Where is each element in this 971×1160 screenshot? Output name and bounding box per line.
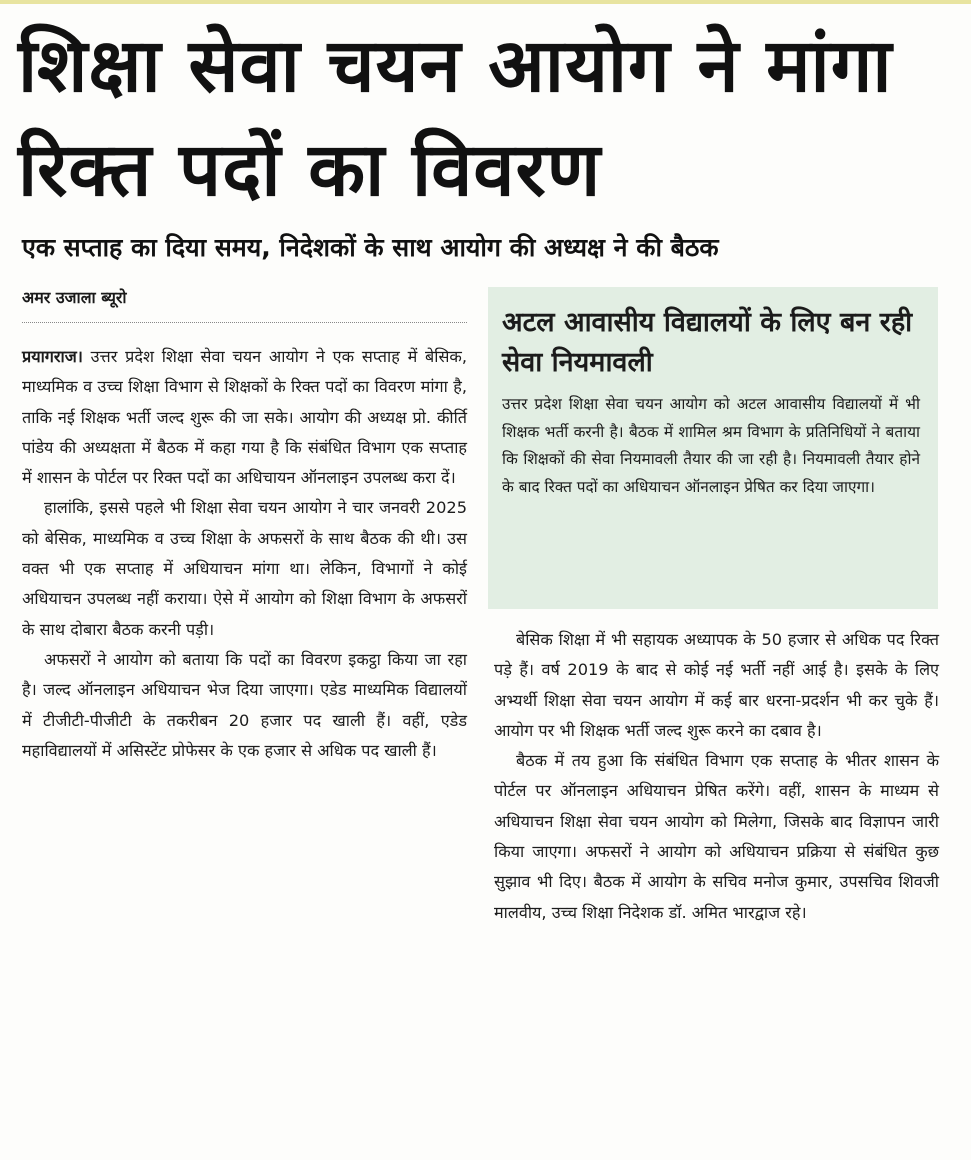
- paragraph: अफसरों ने आयोग को बताया कि पदों का विवरण इकट्ठा किया जा रहा है। जल्द ऑनलाइन अधियाचन भेज दिया जाएगा। एडेड माध्यमिक विद्यालयों में टीजीटी-पीजीटी के तकरीबन 20 हजार पद खाली हैं। वहीं, एडेड महाविद्यालयों में असिस्टेंट प्रोफेसर के एक हजार से अधिक पद खाली हैं।: [22, 649, 467, 760]
- paragraph: बैठक में तय हुआ कि संबंधित विभाग एक सप्ताह के भीतर शासन के पोर्टल पर ऑनलाइन अधियाचन प्रेषित करेंगे। वहीं, शासन के माध्यम से अधियाचन शिक्षा सेवा चयन आयोग को मिलेगा, जिसके बाद विज्ञापन जारी किया जाएगा। अफसरों ने आयोग को अधियाचन प्रक्रिया से संबंधित कुछ सुझाव भी दिए। बैठक में आयोग के सचिव मनोज कुमार, उपसचिव शिवजी मालवीय, उच्च शिक्षा निदेशक डॉ. अमित भारद्वाज रहे।: [494, 751, 939, 922]
- subheadline: एक सप्ताह का दिया समय, निदेशकों के साथ आयोग की अध्यक्ष ने की बैठक: [22, 233, 719, 262]
- dateline: प्रयागराज।: [22, 347, 83, 366]
- paragraph: [22, 342, 467, 493]
- box-body: उत्तर प्रदेश शिक्षा सेवा चयन आयोग को अटल आवासीय विद्यालयों में भी शिक्षक भर्ती करनी है। बैठक में शामिल श्रम विभाग के प्रतिनिधियों ने बताया कि शिक्षकों की सेवा नियमावली तैयार की जा रही है। नियमावली तैयार होने के बाद रिक्त पदों का अधियाचन ऑनलाइन प्रेषित कर दिया जाएगा।: [502, 395, 920, 496]
- byline: अमर उजाला ब्यूरो: [22, 288, 127, 307]
- paragraph: बेसिक शिक्षा में भी सहायक अध्यापक के 50 हजार से अधिक पद रिक्त पड़े हैं। वर्ष 2019 के बाद से कोई नई भर्ती नहीं आई है। इसके के लिए अभ्यर्थी शिक्षा सेवा चयन आयोग में कई बार धरना-प्रदर्शन भी कर चुके हैं। आयोग पर भी शिक्षक भर्ती जल्द शुरू करने का दबाव है।: [494, 630, 939, 740]
- paragraph: हालांकि, इससे पहले भी शिक्षा सेवा चयन आयोग ने चार जनवरी 2025 को बेसिक, माध्यमिक व उच्च शिक्षा के अफसरों के साथ बैठक की थी। उस वक्त भी एक सप्ताह में अधियाचन मांगा था। लेकिन, विभागों ने कोई अधियाचन उपलब्ध नहीं कराया। ऐसे में आयोग को शिक्षा विभाग के अफसरों के साथ दोबारा बैठक करनी पड़ी।: [22, 498, 467, 639]
- top-border: [0, 0, 971, 4]
- paragraph-text: उत्तर प्रदेश शिक्षा सेवा चयन आयोग ने एक सप्ताह में बेसिक, माध्यमिक व उच्च शिक्षा विभाग से शिक्षकों के रिक्त पदों का विवरण मांगा है, ताकि नई शिक्षक भर्ती जल्द शुरू की जा सके। आयोग की अध्यक्ष प्रो. कीर्ति पांडेय की अध्यक्षता में बैठक में कहा गया है कि संबंधित विभाग एक सप्ताह में शासन के पोर्टल पर रिक्त पदों का अधिचायन ऑनलाइन उपलब्ध करा दें।: [22, 347, 467, 488]
- left-column: [22, 342, 467, 766]
- box-title: अटल आवासीय विद्यालयों के लिए बन रही सेवा नियमावली: [502, 307, 913, 378]
- sidebar-box: [488, 287, 938, 609]
- headline: शिक्षा सेवा चयन आयोग ने मांगा रिक्त पदों का विवरण: [18, 23, 893, 213]
- byline-divider: [22, 322, 467, 323]
- right-column: [494, 625, 939, 928]
